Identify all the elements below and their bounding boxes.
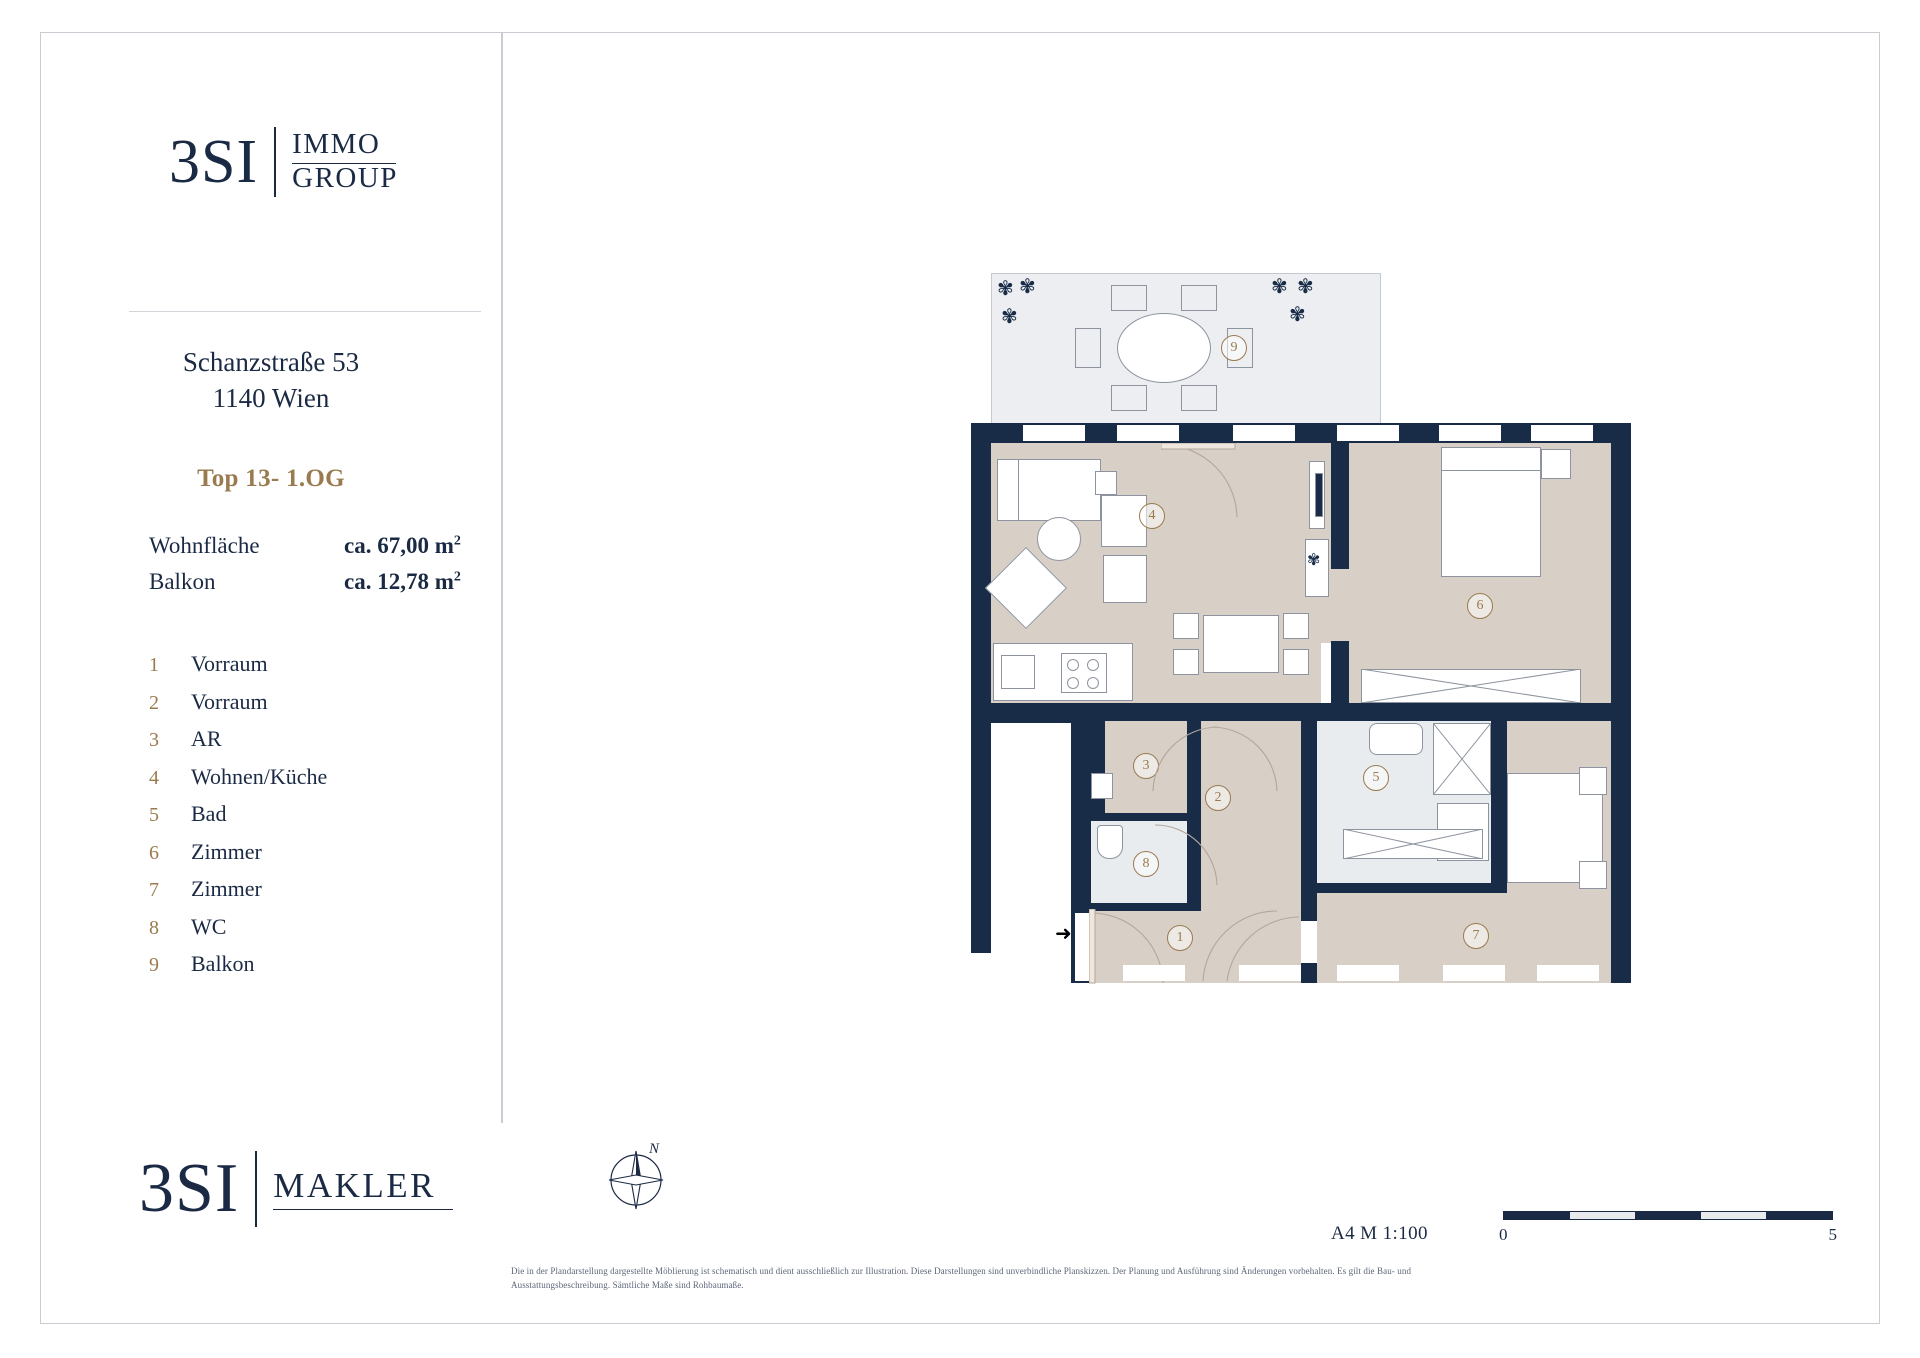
sink — [1001, 655, 1035, 689]
floor-plan — [971, 273, 1631, 1133]
shower-cross — [1433, 723, 1491, 795]
legend-number: 8 — [149, 916, 159, 939]
footer-logo-text — [273, 1165, 453, 1210]
dining-chair — [1283, 613, 1309, 639]
room-marker-5: 5 — [1363, 765, 1389, 791]
unit-designation: Top 13- 1.OG — [197, 465, 345, 492]
armchair — [1103, 555, 1147, 603]
door-swing-ar — [1149, 725, 1219, 795]
window — [1233, 425, 1295, 441]
legend-label: Vorraum — [191, 651, 268, 676]
scale-bar — [1499, 1211, 1837, 1244]
legend-label: Vorraum — [191, 688, 268, 714]
plant-icon: ✾ — [1307, 552, 1321, 569]
room-marker-1: 1 — [1167, 925, 1193, 951]
brand-logo-line1: IMMO — [292, 128, 381, 161]
nightstand — [1579, 861, 1607, 889]
interior-wall — [1331, 641, 1349, 703]
area-row — [149, 569, 489, 595]
door-swing-wc — [1153, 821, 1219, 887]
burner — [1087, 659, 1099, 671]
legal-disclaimer: Die in der Plandarstellung dargestellte Möblierung ist schematisch und dient ausschließlich zur Illustration. Diese Darstellungen sind unverbindliche Planskizzen. Der Planung und Ausführung sind Änderungen vorbehalten. Es gilt die Bau- und Ausstattungsbeschreibung. Sämtliche Maße sind Rohbaumaße. — [511, 1266, 1412, 1290]
burner — [1087, 677, 1099, 689]
footer-logo-word: MAKLER — [273, 1165, 437, 1205]
coffee-table — [1037, 517, 1081, 561]
area-label: Wohnfläche — [149, 533, 260, 558]
scale-segment — [1504, 1212, 1570, 1219]
scale-tick-end: 5 — [1828, 1225, 1837, 1244]
sidebar — [41, 33, 501, 1325]
balcony-table — [1117, 313, 1211, 383]
sofa-arm — [997, 459, 1019, 521]
legend-number: 5 — [149, 804, 159, 826]
property-address — [41, 345, 501, 416]
area-value-text: ca. 12,78 m — [344, 569, 454, 594]
brand-logo-text — [292, 130, 398, 194]
nightstand — [1541, 449, 1571, 479]
legend-item — [149, 651, 479, 677]
toilet — [1097, 825, 1123, 859]
legend-number: 1 — [149, 654, 159, 676]
legend-number: 4 — [149, 766, 159, 789]
legend-label: Bad — [191, 801, 227, 826]
compass-north-label: N — [649, 1141, 660, 1157]
dining-table — [1203, 615, 1279, 673]
legend-item — [149, 801, 479, 827]
window — [1537, 965, 1599, 981]
brand-logo-line2: GROUP — [292, 162, 398, 195]
brand-logo-footer — [139, 1151, 453, 1227]
burner — [1067, 659, 1079, 671]
window — [1337, 425, 1399, 441]
legend-item — [149, 764, 479, 790]
legend-label: Balkon — [191, 951, 255, 976]
scale-segment — [1766, 1212, 1832, 1219]
entrance-arrow-icon: ➜ — [1055, 923, 1072, 945]
interior-wall — [1331, 703, 1611, 721]
room-marker-6: 6 — [1467, 593, 1493, 619]
window — [1531, 425, 1593, 441]
legend-label: AR — [191, 726, 222, 751]
sidebar-divider — [129, 311, 481, 312]
plant-icon: ✾ — [1289, 304, 1306, 326]
window — [1443, 965, 1505, 981]
balcony-chair — [1181, 385, 1217, 411]
legend-label: Wohnen/Küche — [191, 763, 328, 789]
interior-wall — [1091, 721, 1105, 819]
legend-item — [149, 876, 479, 902]
plant-icon: ✾ — [997, 278, 1014, 300]
compass-rose-icon — [601, 1145, 671, 1215]
scale-segment — [1570, 1212, 1636, 1219]
balcony-chair — [1181, 285, 1217, 311]
interior-wall — [1331, 443, 1349, 563]
scale-notation: A4 M 1:100 — [1331, 1223, 1428, 1244]
interior-wall — [1331, 563, 1349, 569]
dining-chair — [1173, 649, 1199, 675]
dining-chair — [1173, 613, 1199, 639]
scale-segment — [1701, 1212, 1767, 1219]
logo-separator-bar — [274, 127, 276, 197]
window — [1337, 965, 1399, 981]
legend-number: 9 — [149, 954, 159, 976]
room-marker-3: 3 — [1133, 753, 1159, 779]
wardrobe-cross — [1343, 829, 1483, 859]
legend-label: Zimmer — [191, 876, 262, 901]
footer-logo-mark: 3SI — [139, 1150, 240, 1227]
area-table — [149, 533, 489, 605]
door-swing-bath — [1211, 725, 1281, 795]
room-marker-4: 4 — [1139, 503, 1165, 529]
document-page — [40, 32, 1880, 1324]
brand-logo-top — [169, 127, 398, 197]
legend-number: 6 — [149, 841, 159, 864]
plant-icon: ✾ — [1001, 306, 1018, 328]
burner — [1067, 677, 1079, 689]
area-unit-exponent: 2 — [453, 569, 461, 585]
balcony-chair — [1075, 328, 1101, 368]
legend-item — [149, 726, 479, 752]
exterior-wall-right — [1611, 423, 1631, 983]
scale-segment — [1635, 1212, 1701, 1219]
legend-item — [149, 839, 479, 865]
plant-icon: ✾ — [1271, 276, 1288, 298]
plant-icon: ✾ — [1019, 276, 1036, 298]
area-unit-exponent: 2 — [453, 533, 461, 549]
area-value — [344, 533, 461, 559]
side-table-small — [1095, 471, 1117, 495]
legend-label: WC — [191, 913, 227, 939]
area-label: Balkon — [149, 569, 216, 594]
room-marker-2: 2 — [1205, 785, 1231, 811]
legend-number: 2 — [149, 691, 159, 714]
legend-number: 7 — [149, 879, 159, 901]
interior-wall — [991, 703, 1331, 721]
bed-headboard — [1441, 447, 1541, 471]
interior-wall — [1491, 721, 1507, 891]
vertical-divider — [501, 33, 503, 1123]
wardrobe-cross — [1361, 669, 1581, 703]
window — [1023, 425, 1085, 441]
legend-label: Zimmer — [191, 838, 262, 864]
room-marker-8: 8 — [1133, 851, 1159, 877]
washbasin — [1369, 723, 1423, 755]
window — [1123, 965, 1185, 981]
interior-wall — [1301, 721, 1317, 921]
interior-wall — [1317, 883, 1507, 893]
tv-screen — [1315, 473, 1323, 517]
area-value — [344, 569, 461, 595]
washbasin — [1091, 773, 1113, 799]
entrance-door-opening — [1075, 913, 1089, 981]
address-city: 1140 Wien — [212, 382, 330, 413]
door-swing-terrace — [1161, 443, 1241, 523]
plant-icon: ✾ — [1297, 276, 1314, 298]
interior-wall — [1091, 813, 1201, 821]
brand-logo-mark: 3SI — [169, 128, 259, 196]
legend-item — [149, 689, 479, 715]
dining-chair — [1283, 649, 1309, 675]
area-row — [149, 533, 489, 559]
footer-logo-separator — [255, 1151, 257, 1227]
legend-item — [149, 951, 479, 977]
footer-logo-rule — [273, 1209, 453, 1211]
room-marker-7: 7 — [1463, 923, 1489, 949]
room-legend — [149, 651, 479, 989]
legend-number: 3 — [149, 729, 159, 751]
scale-bar-track — [1503, 1211, 1833, 1220]
window — [1239, 965, 1301, 981]
window — [1117, 425, 1179, 441]
legend-item — [149, 914, 479, 940]
nightstand — [1579, 767, 1607, 795]
window — [1439, 425, 1501, 441]
room-marker-9: 9 — [1221, 335, 1247, 361]
balcony-chair — [1111, 385, 1147, 411]
balcony-chair — [1111, 285, 1147, 311]
address-street: Schanzstraße 53 — [182, 347, 360, 377]
scale-tick-start: 0 — [1499, 1225, 1508, 1244]
area-value-text: ca. 67,00 m — [344, 533, 454, 558]
